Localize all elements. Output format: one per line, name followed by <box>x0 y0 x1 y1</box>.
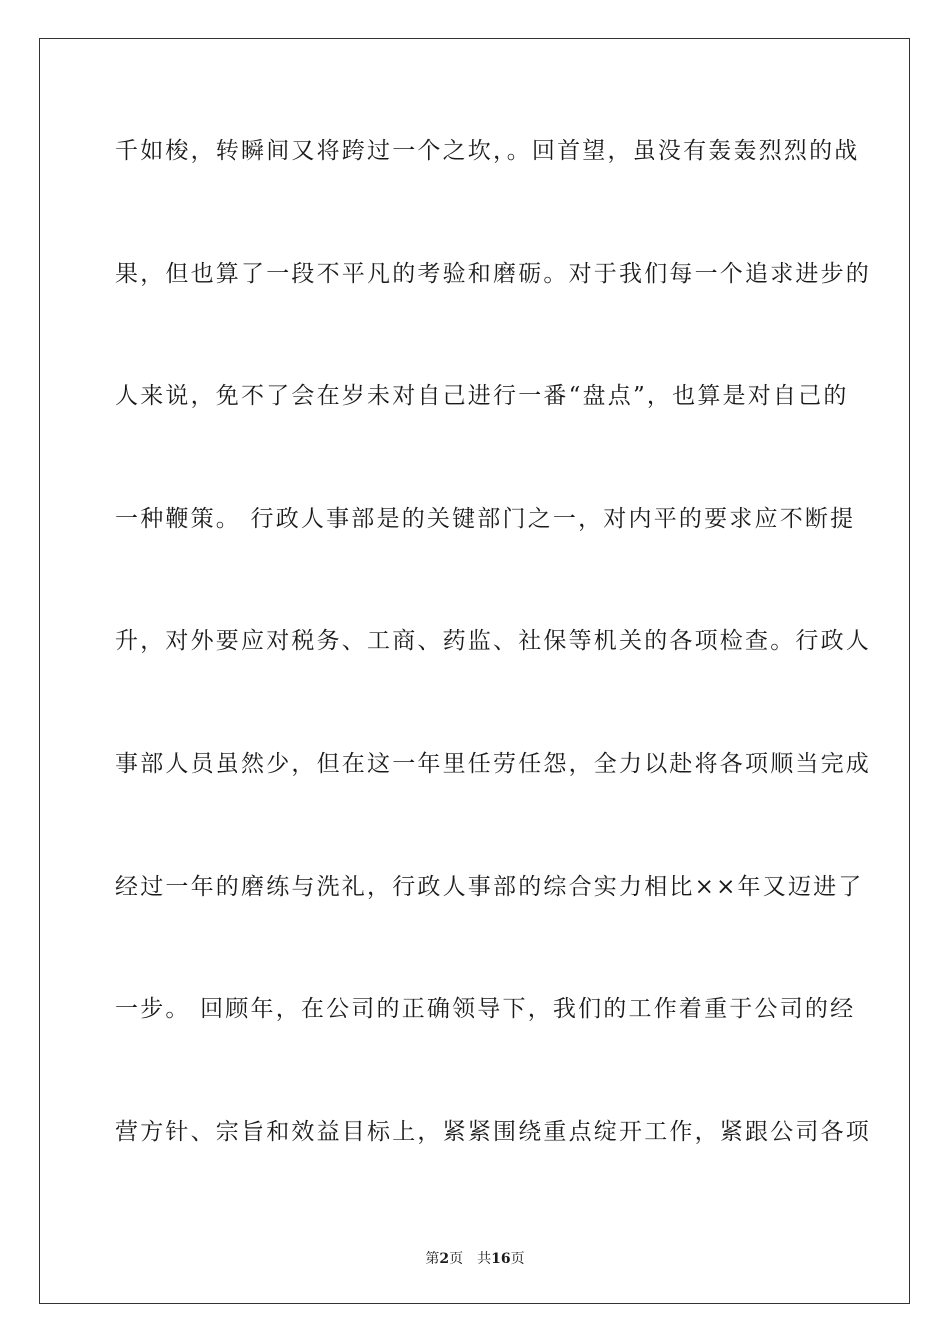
page-footer <box>0 1248 950 1268</box>
total-label-suffix: 页 <box>510 1251 525 1267</box>
page-number: 2 <box>439 1251 450 1267</box>
body-line-2: 果，但也算了一段不平凡的考验和磨砺。对于我们每一个追求进步的 <box>115 260 871 287</box>
body-line-4: 一种鞭策。 行政人事部是的关键部门之一，对内平的要求应不断提 <box>115 505 856 532</box>
body-line-3: 人来说，免不了会在岁未对自己进行一番“盘点”，也算是对自己的 <box>115 383 849 410</box>
body-line-6: 事部人员虽然少，但在这一年里任劳任怨，全力以赴将各项顺当完成 <box>115 750 871 777</box>
document-body <box>115 126 871 1229</box>
total-pages: 16 <box>491 1251 511 1267</box>
body-line-5: 升，对外要应对税务、工商、药监、社保等机关的各项检查。行政人 <box>115 628 871 655</box>
page-label-prefix: 第 <box>425 1251 440 1267</box>
body-line-8: 一步。 回顾年，在公司的正确领导下，我们的工作着重于公司的经 <box>115 996 856 1023</box>
page-label-suffix: 页 <box>449 1251 464 1267</box>
total-label-prefix: 共 <box>477 1251 492 1267</box>
body-line-1: 千如梭，转瞬间又将跨过一个之坎，。回首望，虽没有轰轰烈烈的战 <box>115 138 860 164</box>
body-line-9: 营方针、宗旨和效益目标上，紧紧围绕重点绽开工作，紧跟公司各项 <box>115 1118 871 1145</box>
body-line-7: 经过一年的磨练与洗礼，行政人事部的综合实力相比××年又迈进了 <box>115 873 864 900</box>
